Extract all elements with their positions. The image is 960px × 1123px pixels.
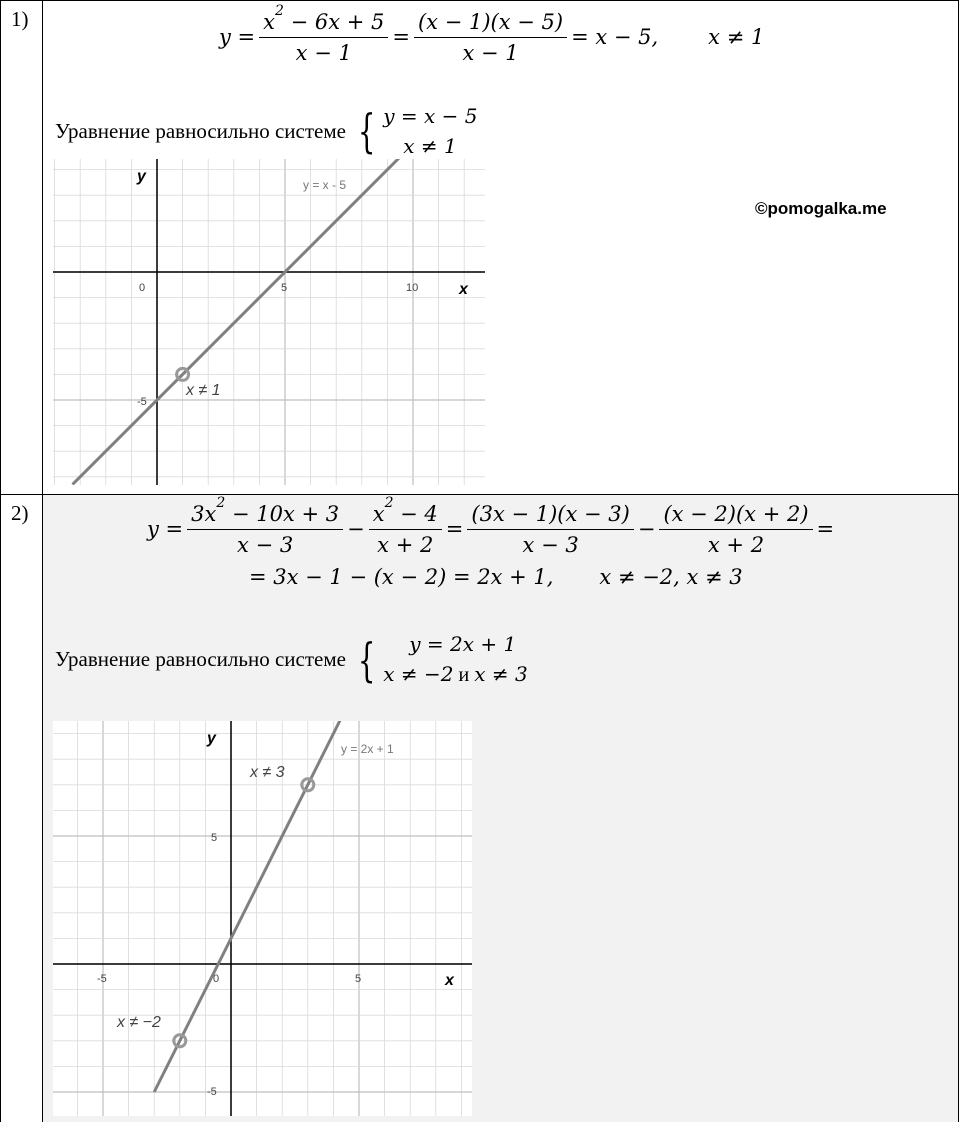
watermark: ©pomogalka.me bbox=[755, 199, 887, 218]
system-line: y = 2x + 1 bbox=[409, 632, 517, 656]
tick-label: 0 bbox=[139, 282, 146, 294]
equation-result: = x − 5, bbox=[571, 25, 659, 49]
tick-label: 10 bbox=[406, 282, 419, 294]
system-label: Уравнение равносильно системе bbox=[55, 647, 346, 671]
equals-sign: = bbox=[445, 517, 464, 541]
system-line: y = x − 5 bbox=[383, 104, 478, 128]
graph-2 bbox=[53, 721, 472, 1116]
numerator: $x^2 - 4$ bbox=[369, 501, 442, 530]
minus-sign: − bbox=[637, 517, 656, 541]
problem-row-1 bbox=[1, 1, 958, 495]
denominator: x − 3 bbox=[522, 532, 579, 557]
tick-label: -5 bbox=[137, 396, 147, 408]
problem-content bbox=[43, 1, 958, 494]
equation-condition: x ≠ 1 bbox=[708, 25, 765, 49]
line-label: y = x - 5 bbox=[303, 178, 347, 192]
system-line: x ≠ 1 bbox=[403, 134, 457, 158]
system-line: x ≠ −2 и x ≠ 3 bbox=[383, 662, 528, 686]
excluded-label: x ≠ −2 bbox=[117, 1014, 161, 1031]
numerator: (x − 1)(x − 5) bbox=[414, 10, 567, 38]
tick-label: -5 bbox=[97, 973, 107, 985]
fraction bbox=[369, 495, 442, 557]
brace-icon: { bbox=[357, 104, 376, 158]
equals-sign: = bbox=[392, 25, 410, 49]
system-2 bbox=[55, 629, 528, 690]
denominator: x − 1 bbox=[295, 41, 352, 65]
denominator: x − 3 bbox=[237, 533, 294, 557]
x-axis-label: x bbox=[459, 281, 468, 298]
equals-sign: = bbox=[816, 517, 835, 541]
numerator: (x − 2)(x + 2) bbox=[659, 502, 812, 530]
system-1 bbox=[55, 101, 478, 161]
function-line bbox=[73, 159, 408, 484]
equation-2 bbox=[147, 495, 835, 557]
fraction bbox=[467, 502, 633, 557]
denominator: x − 1 bbox=[462, 40, 519, 65]
equation-lhs: y = bbox=[147, 517, 184, 541]
fraction bbox=[187, 495, 343, 557]
problem-number: 1) bbox=[1, 1, 43, 494]
graph-1 bbox=[53, 159, 485, 485]
excluded-label: x ≠ 3 bbox=[250, 764, 285, 781]
tick-label: 5 bbox=[211, 832, 218, 844]
problem-content bbox=[43, 495, 958, 1122]
equation-condition: x ≠ −2, x ≠ 3 bbox=[599, 565, 743, 589]
system-label: Уравнение равносильно системе bbox=[55, 118, 346, 143]
equation-lhs: y = bbox=[219, 25, 256, 49]
x-axis-label: x bbox=[445, 972, 454, 989]
equation-1 bbox=[219, 3, 765, 65]
problem-number: 2) bbox=[1, 495, 43, 1122]
system-lines bbox=[383, 629, 527, 690]
system-lines bbox=[383, 101, 477, 161]
y-axis-label: y bbox=[137, 168, 146, 185]
y-axis-label: y bbox=[207, 730, 216, 747]
tick-label: 5 bbox=[355, 973, 362, 985]
excluded-label: x ≠ 1 bbox=[186, 382, 221, 399]
numerator: $x^2 - 6x + 5$ bbox=[259, 9, 388, 38]
brace-icon: { bbox=[357, 632, 376, 687]
denominator: x + 2 bbox=[707, 532, 765, 557]
fraction bbox=[414, 10, 567, 65]
equation-simplified: = 3x − 1 − (x − 2) = 2x + 1, bbox=[249, 565, 554, 589]
grid bbox=[53, 159, 485, 485]
numerator: $3x^2 - 10x + 3$ bbox=[187, 501, 343, 530]
tick-label: 5 bbox=[281, 282, 288, 294]
denominator: x + 2 bbox=[377, 533, 434, 557]
problem-row-2 bbox=[1, 495, 958, 1122]
fraction bbox=[259, 3, 388, 65]
tick-label: 0 bbox=[213, 973, 220, 985]
tick-label: -5 bbox=[207, 1086, 217, 1098]
fraction bbox=[659, 502, 812, 557]
equation-2-line2 bbox=[249, 565, 743, 589]
minus-sign: − bbox=[347, 517, 365, 541]
line-label: y = 2x + 1 bbox=[341, 742, 394, 756]
numerator: (3x − 1)(x − 3) bbox=[467, 502, 633, 530]
